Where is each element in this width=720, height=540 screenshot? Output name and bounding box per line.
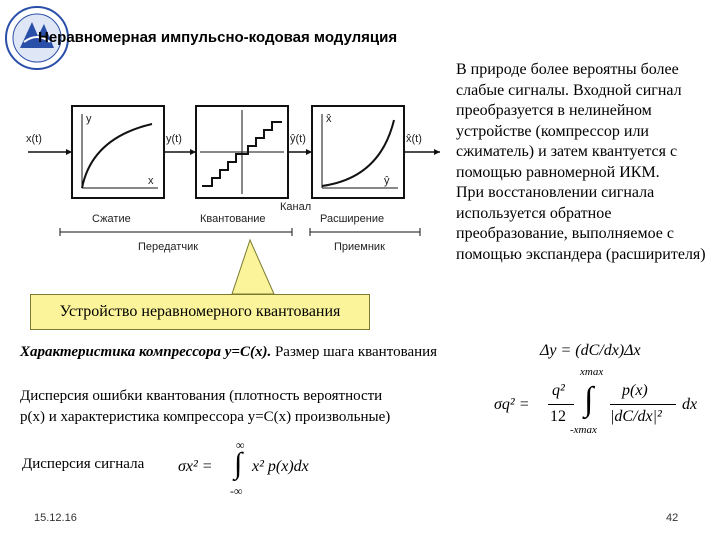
quant-error-upper-limit: xmax <box>580 366 604 378</box>
signal-variance-label: Дисперсия сигнала <box>22 456 145 472</box>
expander-y-axis-label: x̂ <box>326 113 332 125</box>
caption-expansion: Расширение <box>320 213 385 225</box>
compressor-y-axis-label: y <box>86 113 92 125</box>
signal-input-label: x(t) <box>26 133 42 145</box>
quant-error-lhs: σq² = <box>494 396 530 413</box>
signal-variance-integrand: x² p(x)dx <box>252 458 309 475</box>
slide-page-number: 42 <box>666 512 679 524</box>
quant-error-line-2: p(x) и характеристика компрессора y=C(x) произвольные) <box>20 409 391 425</box>
quant-error-fraction-den: 12 <box>550 408 566 425</box>
description-paragraph-2: При восстановлении сигнала используется обратное преобразование, выполняемое с помощью экспандера (расширителя) <box>456 184 706 263</box>
callout-pointer <box>210 236 310 296</box>
slide-title: Неравномерная импульсно-кодовая модуляция <box>38 29 398 46</box>
quant-error-fraction-bar <box>548 404 574 405</box>
callout-text: Устройство неравномерного квантования <box>59 303 341 320</box>
description-text <box>456 60 706 265</box>
signal-variance-lhs: σx² = <box>178 458 213 475</box>
caption-quantization: Квантование <box>200 213 266 225</box>
callout-box <box>30 294 370 330</box>
signal-output-label: x̂(t) <box>406 133 422 145</box>
quant-error-line-1: Дисперсия ошибки квантования (плотность вероятности <box>20 388 383 404</box>
quant-error-integrand-bar <box>610 404 676 405</box>
quant-error-integrand-den: |dC/dx|² <box>610 408 662 425</box>
signal-variance-formula <box>178 438 348 498</box>
quant-error-integrand-num: p(x) <box>622 382 648 399</box>
signal-variance-lower-limit: -∞ <box>230 484 243 498</box>
step-size-text: Размер шага квантования <box>274 344 438 360</box>
caption-channel: Канал <box>280 201 312 213</box>
compressor-characteristic-line <box>20 344 437 361</box>
quant-error-text <box>20 386 390 428</box>
integral-sign: ∫ <box>584 381 594 418</box>
compressor-bold-text: Характеристика компрессора y=C(x). <box>20 344 272 360</box>
signal-quantized-label: ŷ(t) <box>290 133 306 145</box>
quant-error-formula <box>494 368 714 444</box>
slide-date: 15.12.16 <box>34 512 77 524</box>
signal-variance-integral-sign: ∫ <box>234 447 243 480</box>
compressor-curve <box>82 124 152 188</box>
quant-error-lower-limit: -xmax <box>570 424 597 436</box>
step-size-formula: Δy = (dC/dx)Δx <box>540 342 641 359</box>
caption-compression: Сжатие <box>92 213 131 225</box>
quant-error-fraction-num: q² <box>552 382 565 399</box>
caption-receiver: Приемник <box>334 241 385 253</box>
expander-x-axis-label: ŷ <box>384 175 390 187</box>
signal-compressed-label: y(t) <box>166 133 182 145</box>
compressor-x-axis-label: x <box>148 175 154 187</box>
quant-error-differential: dx <box>682 396 698 413</box>
signal-variance-upper-limit: ∞ <box>236 438 245 452</box>
description-paragraph-1: В природе более вероятны более слабые сигналы. Входной сигнал преобразуется в нелинейном устройстве (компрессор или сжиматель) и затем квантуется с помощью равномерной ИКМ. <box>456 61 682 181</box>
caption-transmitter: Передатчик <box>138 241 199 253</box>
block-diagram <box>20 98 450 258</box>
